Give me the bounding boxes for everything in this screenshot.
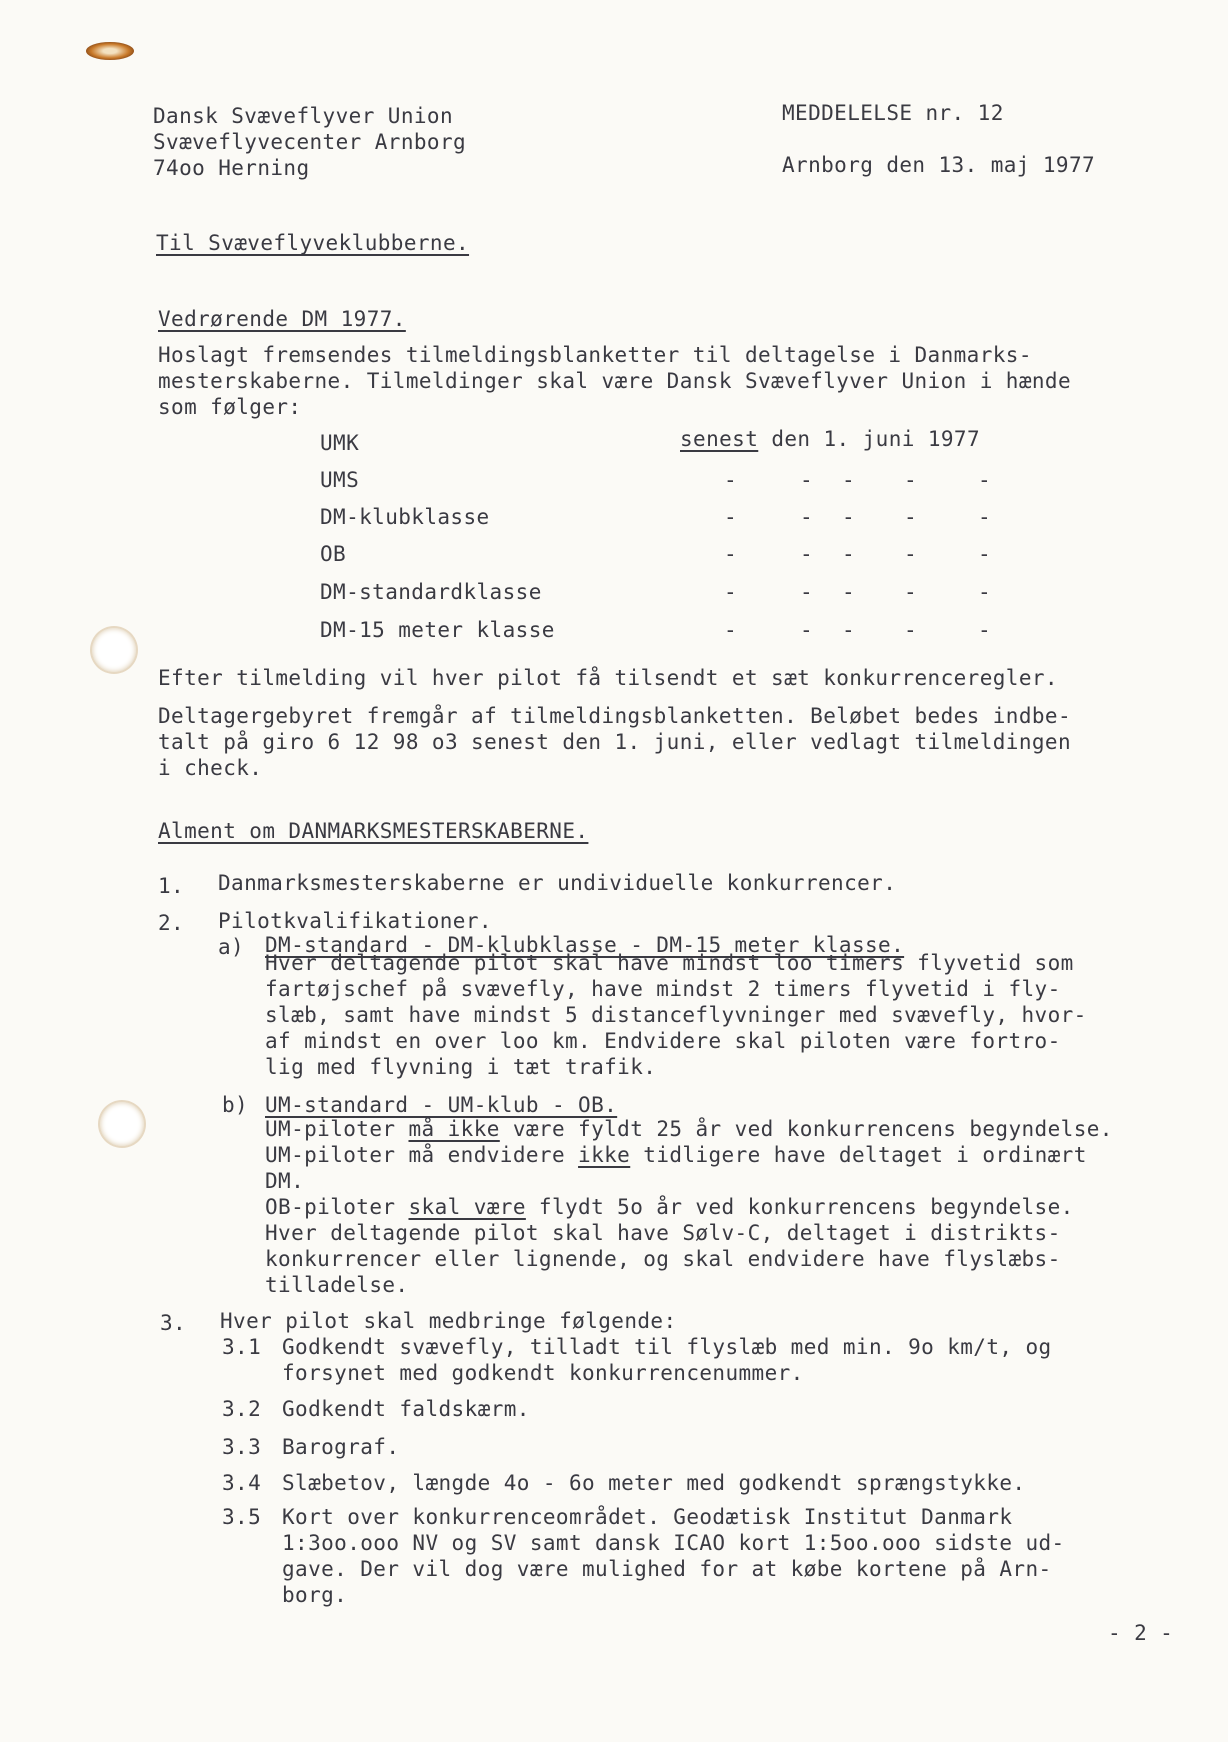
ditto-mark: - [724,580,738,604]
text-run: UM-piloter [265,1117,409,1141]
item-3-5-line-1: Kort over konkurrenceområdet. Geodætisk Institut Danmark [282,1505,1013,1529]
ditto-mark: - [800,542,814,566]
item-2b-line-4 [265,1194,1074,1220]
item-2a-title: DM-standard - DM-klubklasse - DM-15 meter klasse. [265,933,905,957]
ditto-mark: - [842,542,856,566]
item-3-5-line-2: 1:3oo.ooo NV og SV samt dansk ICAO kort 1:5oo.ooo sidste ud- [282,1531,1065,1555]
memo-number: MEDDELELSE nr. 12 [782,101,1004,125]
text-run: være fyldt 25 år ved konkurrencens begyndelse. [499,1117,1113,1141]
text-run: tidligere have deltaget i ordinært [630,1143,1087,1167]
class-dm-klub: DM-klubklasse [320,505,490,529]
text-run: OB-piloter [265,1195,409,1219]
item-3-2-number: 3.2 [222,1397,262,1421]
fee-line-1: Deltagergebyret fremgår af tilmeldingsblanketten. Beløbet bedes indbe- [158,704,1072,728]
section-title: Alment om DANMARKSMESTERSKABERNE. [158,819,589,843]
ditto-mark: - [800,618,814,642]
deadline-date-text: den 1. juni 1977 [771,427,981,451]
ditto-mark: - [842,468,856,492]
ditto-mark: - [904,580,918,604]
item-1-number: 1. [158,874,185,898]
intro-line-2: mesterskaberne. Tilmeldinger skal være Dansk Svæveflyver Union i hænde [158,369,1072,393]
text-run: flydt 5o år ved konkurrencens begyndelse. [525,1195,1074,1219]
item-3-3-number: 3.3 [222,1435,262,1459]
item-2a-line-2: fartøjschef på svævefly, have mindst 2 timers flyvetid i fly- [265,977,1061,1001]
ditto-mark: - [724,618,738,642]
sender-line-1: Dansk Svæveflyver Union [153,104,453,128]
item-3-1-line-1: Godkendt svævefly, tilladt til flyslæb med min. 9o km/t, og [282,1335,1052,1359]
emphasis-ikke: ikke [578,1143,631,1167]
text-run: UM-piloter må endvidere [265,1143,579,1167]
item-3-title: Hver pilot skal medbringe følgende: [220,1309,677,1333]
item-1-text: Danmarksmesterskaberne er undividuelle konkurrencer. [218,871,897,895]
sender-line-3: 74oo Herning [153,156,310,180]
ditto-mark: - [842,505,856,529]
item-3-5-number: 3.5 [222,1505,262,1529]
item-2b-title: UM-standard - UM-klub - OB. [265,1093,618,1117]
item-2b-label: b) [222,1093,249,1117]
ditto-mark: - [842,618,856,642]
item-3-5-line-3: gave. Der vil dog være mulighed for at købe kortene på Arn- [282,1557,1052,1581]
item-3-number: 3. [160,1311,187,1335]
ditto-mark: - [724,468,738,492]
item-2b-line-6: konkurrencer eller lignende, og skal endvidere have flyslæbs- [265,1247,1061,1271]
ditto-mark: - [904,468,918,492]
ditto-mark: - [904,505,918,529]
deadline-date [680,426,980,452]
ditto-mark: - [800,468,814,492]
item-2a-line-5: lig med flyvning i tæt trafik. [265,1055,657,1079]
item-2a-line-3: slæb, samt have mindst 5 distanceflyvninger med svævefly, hvor- [265,1003,1087,1027]
class-umk: UMK [320,431,360,455]
intro-line-3: som følger: [158,395,302,419]
item-2a-label: a) [218,935,245,959]
ditto-mark: - [978,542,992,566]
page-number: - 2 - [1108,1621,1174,1645]
emphasis-ma-ikke: må ikke [408,1117,500,1141]
ditto-mark: - [724,542,738,566]
ditto-mark: - [904,542,918,566]
recipient: Til Svæveflyveklubberne. [156,231,470,255]
ditto-mark: - [978,468,992,492]
class-ums: UMS [320,468,360,492]
item-3-1-line-2: forsynet med godkendt konkurrencenummer. [282,1361,804,1385]
item-2b-line-7: tilladelse. [265,1273,409,1297]
fee-line-3: i check. [158,756,263,780]
ditto-mark: - [800,580,814,604]
item-2-number: 2. [158,911,185,935]
item-3-4-number: 3.4 [222,1471,262,1495]
item-2b-line-5: Hver deltagende pilot skal have Sølv-C, deltaget i distrikts- [265,1221,1061,1245]
item-3-4-line-1: Slæbetov, længde 4o - 6o meter med godkendt sprængstykke. [282,1471,1026,1495]
ditto-mark: - [724,505,738,529]
burn-mark [86,42,134,60]
item-2b-line-2 [265,1142,1087,1168]
ditto-mark: - [978,618,992,642]
class-ob: OB [320,542,347,566]
ditto-mark: - [800,505,814,529]
intro-line-1: Hoslagt fremsendes tilmeldingsblanketter til deltagelse i Danmarks- [158,343,1032,367]
fee-line-2: talt på giro 6 12 98 o3 senest den 1. juni, eller vedlagt tilmeldingen [158,730,1072,754]
ditto-mark: - [978,580,992,604]
item-3-2-line-1: Godkendt faldskærm. [282,1397,530,1421]
item-2a-line-4: af mindst en over loo km. Endvidere skal piloten være fortro- [265,1029,1061,1053]
subject: Vedrørende DM 1977. [158,307,406,331]
item-3-5-line-4: borg. [282,1583,348,1607]
senest-word: senest [680,427,759,451]
item-2a-line-1: Hver deltagende pilot skal have mindst loo timers flyvetid som [265,951,1074,975]
rules-paragraph: Efter tilmelding vil hver pilot få tilsendt et sæt konkurrenceregler. [158,666,1058,690]
item-3-3-line-1: Barograf. [282,1435,400,1459]
punch-hole-upper [92,628,136,672]
item-2b-line-3: DM. [265,1169,305,1193]
class-dm-standard: DM-standardklasse [320,580,542,604]
letter-date: Arnborg den 13. maj 1977 [782,153,1096,177]
ditto-mark: - [842,580,856,604]
ditto-mark: - [904,618,918,642]
punch-hole-lower [100,1102,144,1146]
sender-line-2: Svæveflyvecenter Arnborg [153,130,467,154]
emphasis-skal-vaere: skal være [408,1195,526,1219]
item-2-title: Pilotkvalifikationer. [218,909,492,933]
ditto-mark: - [978,505,992,529]
item-3-1-number: 3.1 [222,1335,262,1359]
class-dm-15: DM-15 meter klasse [320,618,555,642]
item-2b-line-1 [265,1116,1113,1142]
